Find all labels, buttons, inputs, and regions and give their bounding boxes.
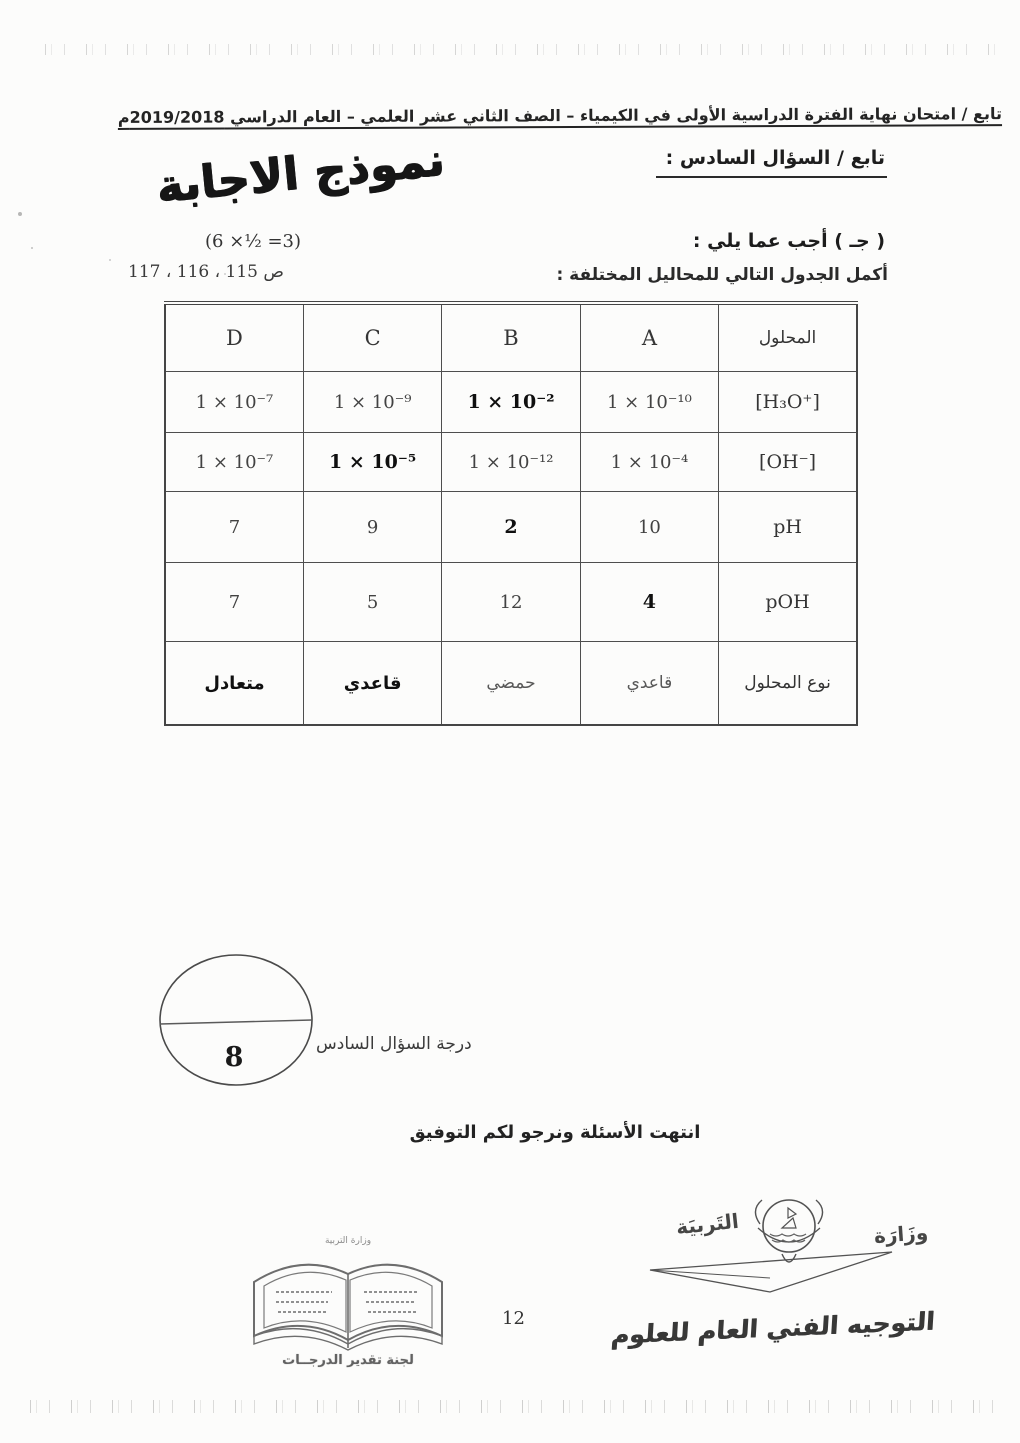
header-cell-a: A bbox=[580, 303, 718, 372]
cell-oh-d: 1 × 10⁻⁷ bbox=[165, 433, 303, 492]
table-header-row bbox=[165, 303, 857, 372]
ministry-of-education-stamp bbox=[610, 1192, 936, 1350]
row-label-oh: [OH⁻] bbox=[719, 433, 857, 492]
end-of-questions-note: انتهت الأسئلة ونرجو لكم التوفيق bbox=[409, 1122, 701, 1143]
cell-ph-c: 9 bbox=[303, 492, 441, 563]
table-row-oh bbox=[165, 433, 857, 492]
cell-poh-d: 7 bbox=[165, 563, 303, 642]
cell-oh-a: 1 × 10⁻⁴ bbox=[580, 433, 718, 492]
cell-ph-a: 10 bbox=[580, 492, 718, 563]
cell-type-d-answer: متعادل bbox=[165, 642, 303, 726]
textbook-pages-reference: ص 115 ، 116 ، 117 bbox=[128, 262, 284, 282]
ministry-word-tarbiya: التَربيَة bbox=[674, 1208, 740, 1240]
cell-h3o-b-answer: 1 × 10⁻² bbox=[442, 372, 580, 433]
cell-poh-c: 5 bbox=[303, 563, 441, 642]
solutions-table bbox=[164, 301, 858, 726]
grade-circle-divider-line bbox=[160, 1020, 312, 1024]
grade-value-text: 8 bbox=[224, 1042, 244, 1073]
scan-noise-band-bottom bbox=[30, 1400, 1002, 1413]
header-cell-c: C bbox=[303, 303, 441, 372]
cell-type-c-answer: قاعدي bbox=[303, 642, 441, 726]
grade-circle bbox=[156, 950, 320, 1092]
marks-allocation: (6 ×½ =3) bbox=[205, 231, 302, 252]
cell-h3o-d: 1 × 10⁻⁷ bbox=[165, 372, 303, 433]
scan-noise-band-top bbox=[45, 44, 995, 55]
cell-poh-b: 12 bbox=[442, 563, 580, 642]
table-row-h3o bbox=[165, 372, 857, 433]
row-label-h3o: [H₃O⁺] bbox=[719, 372, 857, 433]
scan-specks bbox=[18, 212, 22, 216]
row-label-poh: pOH bbox=[719, 563, 857, 642]
open-book-icon bbox=[246, 1248, 450, 1352]
grading-committee-label: لجنة تقدير الدرجــات bbox=[282, 1353, 414, 1368]
ministry-word-wizara: وزَارَة bbox=[873, 1220, 929, 1248]
cell-poh-a-answer: 4 bbox=[580, 563, 718, 642]
question-six-continued-heading: تابع / السؤال السادس : bbox=[656, 147, 887, 178]
cell-oh-b: 1 × 10⁻¹² bbox=[442, 433, 580, 492]
cell-type-a: قاعدي bbox=[580, 642, 718, 726]
book-stamp-top-label: وزارة التربية bbox=[324, 1236, 372, 1246]
cell-type-b: حمضي bbox=[442, 642, 580, 726]
general-science-guidance-calligraphy: التوجيه الفني العام للعلوم bbox=[610, 1306, 936, 1350]
header-cell-solution: المحلول bbox=[719, 303, 857, 372]
page-number: 12 bbox=[502, 1308, 525, 1329]
cell-oh-c-answer: 1 × 10⁻⁵ bbox=[303, 433, 441, 492]
row-label-ph: pH bbox=[719, 492, 857, 563]
table-row-ph bbox=[165, 492, 857, 563]
table-instruction: أكمل الجدول التالي للمحاليل المختلفة : bbox=[556, 265, 888, 285]
cell-ph-b-answer: 2 bbox=[442, 492, 580, 563]
row-label-solution-type: نوع المحلول bbox=[719, 642, 857, 726]
header-cell-b: B bbox=[442, 303, 580, 372]
answer-model-title: نموذج الاجابة bbox=[153, 132, 447, 213]
grade-label: درجة السؤال السادس bbox=[316, 1034, 472, 1054]
table-row-poh bbox=[165, 563, 857, 642]
exam-header-line: تابع / امتحان نهاية الفترة الدراسية الأولى في الكيمياء – الصف الثاني عشر العلمي – العام الدراسي 2019/2018م bbox=[117, 104, 1003, 127]
stamp-wing-lines bbox=[642, 1244, 902, 1296]
header-cell-d: D bbox=[165, 303, 303, 372]
table-row-solution-type bbox=[165, 642, 857, 726]
cell-h3o-a: 1 × 10⁻¹⁰ bbox=[580, 372, 718, 433]
grading-committee-book-stamp bbox=[246, 1236, 450, 1368]
part-c-label: ( جـ ) أجب عما يلي : bbox=[692, 230, 885, 252]
cell-h3o-c: 1 × 10⁻⁹ bbox=[303, 372, 441, 433]
cell-ph-d: 7 bbox=[165, 492, 303, 563]
